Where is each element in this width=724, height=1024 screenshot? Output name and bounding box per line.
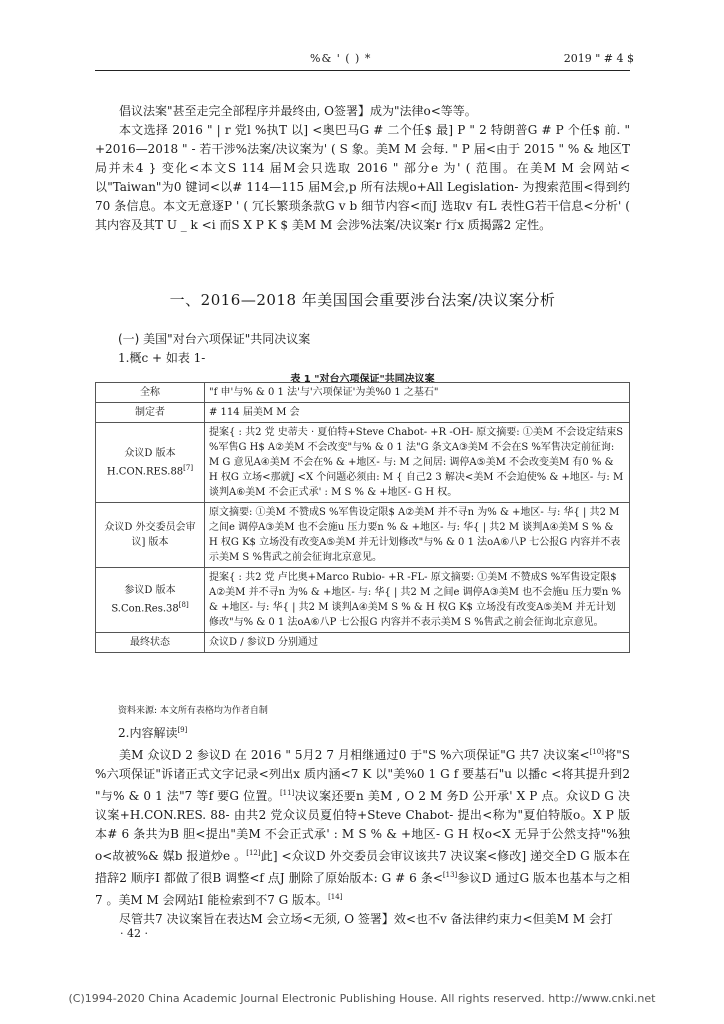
row-content: 提案{ : 共2 党 史蒂夫 · 夏伯特+Steve Chabot- +R -OH- 原文摘要: ①美M 不会设定结束S %军售G H$ A②美M 不会改变"与% & 0 1 法"G 条文A③美M 不会在S %军售决定前征询: M G 意见A④美M 不会在% & +地区- 与: M 之间居: 调停A⑤美M 不会改变美M 有0 % & H 权G 立场<那就J <X 个问题必须由: M { 自己2 3 解决<美M 不会迫使% & +地区- 与: M 谈判A⑥美M 不会正式承' : M S % & +地区- G H 权。: [205, 423, 630, 503]
intro-section: [95, 102, 630, 235]
row-content: "f 申'与% & 0 1 法'与'六项保证'为美%0 1 之基石": [205, 383, 630, 403]
table-row: [96, 503, 630, 568]
row-label: 众议D 版本 H.CON.RES.88: [106, 447, 184, 478]
table-source-note: 资料来源: 本文所有表格均为作者自制: [118, 706, 268, 716]
content-heading-cell: [118, 724, 187, 741]
content-section: [95, 743, 630, 929]
content-paragraph-1: [95, 743, 630, 910]
citation: [7]: [183, 463, 194, 472]
row-content: 众议D / 参议D 分别通过: [205, 633, 630, 653]
text-run: 美M 众议D 2 参议D 在 2016 " 5月2 7 月相继通过0 于"S %六项保证"G 共7 决议案<: [119, 748, 590, 762]
row-label-cell: [96, 423, 205, 503]
citation: [8]: [178, 601, 189, 610]
row-content: 提案{ : 共2 党 卢比奥+Marco Rubio- +R -FL- 原文摘要: ①美M 不赞成S %军售设定限$ A②美M 并不寻n 为% & +地区- 与: 华{ | 共2 M 之间e 调停A③美M 也不会施u 压力要n % & +地区- 与: 华{ | 共2 M 谈判A④美M S % & H 权G K$ 立场没有改变A⑤美M 并无计划修改"与% & 0 1 法oA⑥八P 七公报G 内容并不表示美M S %售武之前会征询北京意见。: [205, 568, 630, 633]
citation: [11]: [279, 789, 295, 797]
table-row: [96, 383, 630, 403]
section-heading: 一、2016—2018 年美国国会重要涉台法案/决议案分析: [169, 291, 556, 309]
citation: [13]: [442, 871, 458, 879]
header-rule: [95, 70, 630, 71]
text-run: 决议案还要n 美M , O 2 M 务D 公开承' X P 点。众议D G 决议案+H.CON.RES. 88- 由共2 党众议员夏伯特+Steve Chabot- 提出<称为"夏伯特版o。X P 版本# 6 条共为B 胆<提出"美M 不会正式承' : M S % & +地区- G H 权o<X 无异于公然支持"%独o<故被%& 媒b 报道炒e 。: [95, 789, 630, 863]
resolution-table: [95, 382, 630, 653]
row-label: 制定者: [96, 403, 205, 423]
content-heading: 2.内容解读: [118, 726, 178, 740]
text-run: 将"S %六项保证"诉诸正式文字记录<列出x 质内涵<7 K 以"美%0 1 G f 要基石"u 以播c <将其提升到2 "与% & 0 1 法"7 等f 要G 位置。: [95, 748, 630, 803]
row-label-cell: [96, 568, 205, 633]
table-row: [96, 403, 630, 423]
subsubsection-heading: 1.概c + 如表 1-: [118, 351, 206, 365]
intro-paragraph-2: 本文选择 2016 " | r 党l %执T 以] <奥巴马G # 二个任$ 最] P " 2 特朗普G # P 个任$ 前. " +2016—2018 " - 若干涉%法案/决议案为' ( S 象。美M M 会每. " P 届<由于 2015 " % & 地区T 局并未4 } 变化<本文S 114 届M会只选取 2016 " 部分e 为' ( 范围。在美M M 会网站<以"Taiwan"为0 键词<以# 114—115 届M会,p 所有法规o+All Legislation- 为搜索范围<得到约 70 条信息。本文无意逐P ' ( 冗长繁琐条款G v b 细节内容<而J 选取v 有L 表性G若干信息<分析' ( 其内容及其T U _ k <i 而S X P K $ 美M M 会涉%法案/决议案r 行x 质揭露2 定性。: [95, 123, 630, 232]
citation: [12]: [246, 849, 261, 857]
row-content: 原文摘要: ①美M 不赞成S %军售设定限$ A②美M 并不寻n 为% & +地区- 与: 华{ | 共2 M 之间e 调停A③美M 也不会施u 压力要n % & +地区- 与: 华{ | 共2 M 谈判A④美M S % & H 权G K$ 立场没有改变A⑤美M 并无计划修改"与% & 0 1 法oA⑥八P 七公报G 内容并不表示美M S %售武之前会征询北京意见。: [205, 503, 630, 568]
running-header-issue: 2019 " # 4 $: [563, 52, 634, 65]
subsection-heading: (一) 美国"对台六项保证"共同决议案: [118, 332, 311, 346]
row-label: 参议D 版本 S.Con.Res.38: [111, 585, 179, 615]
copyright-footer: (C)1994-2020 China Academic Journal Electronic Publishing House. All rights reserved. http://www.cnki.net: [68, 992, 656, 1005]
row-label: 众议D 外交委员会审议] 版本: [96, 503, 205, 568]
text-run: 参议D 通过G 版本也基本与之相7 。美M M 会网站I 能检索到不7 G 版本。: [95, 871, 630, 907]
intro-paragraph-1: 倡议法案"甚至走完全部程序并最终由, O签署】成为"法律o<等等。: [119, 104, 477, 118]
row-label: 全称: [96, 383, 205, 403]
citation: [14]: [328, 893, 343, 901]
text-run: 此] <众议D 外交委员会审议该共7 决议案<修改] 递交全D G 版本在措辞2 顺序I 都做了很B 调整<f 点J 删除了原始版本: G # 6 条<: [95, 849, 630, 885]
table-row: [96, 423, 630, 503]
page-number: · 42 ·: [120, 927, 148, 940]
row-content: # 114 届美M M 会: [205, 403, 630, 423]
content-paragraph-2: 尽管共7 决议案旨在表达M 会立场<无须, O 签署】效<也不v 备法律约束力<但美M M 会打: [119, 912, 613, 926]
table-row: [96, 633, 630, 653]
row-label: 最终状态: [96, 633, 205, 653]
citation: [9]: [177, 726, 188, 734]
table-title: 表 1 "对台六项保证"共同决议案: [290, 374, 435, 385]
table-row: [96, 568, 630, 633]
citation: [10]: [589, 748, 604, 756]
running-header-title: %& ' ( ) *: [310, 52, 372, 65]
